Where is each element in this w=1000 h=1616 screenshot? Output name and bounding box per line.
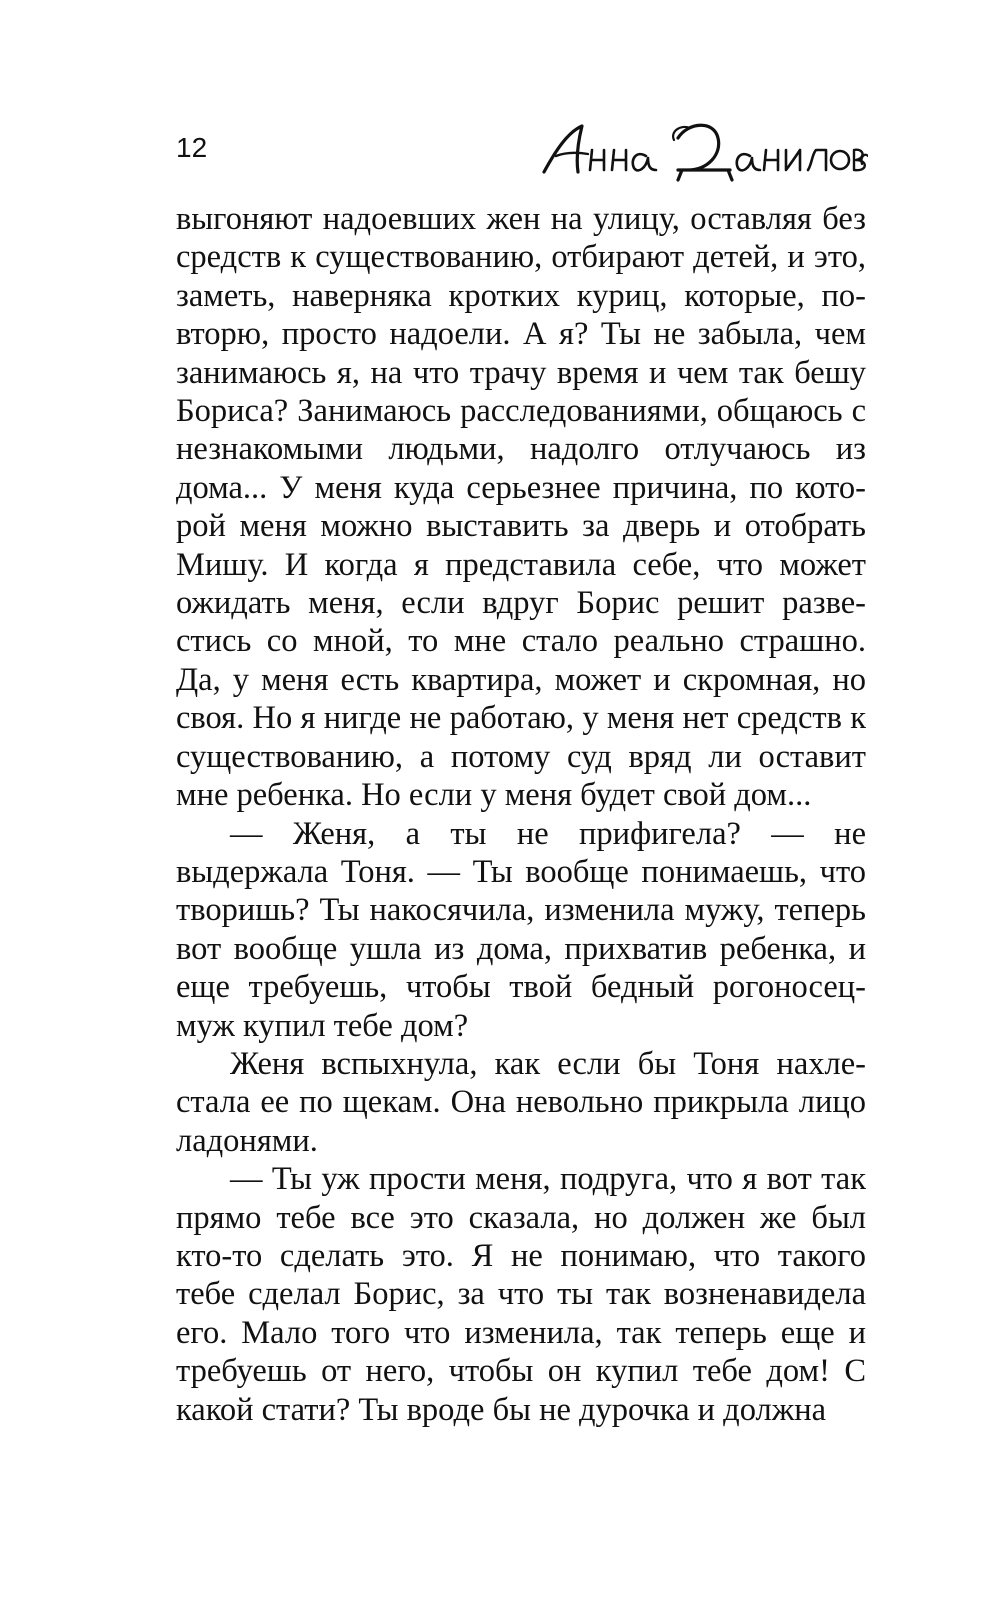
paragraph: Женя вспыхнула, как если бы Тоня нахлестала ее по щекам. Она невольно прикрыла лицо ладонями. (176, 1045, 866, 1159)
page-header (176, 110, 868, 190)
body-text (176, 200, 866, 1429)
page-number: 12 (176, 132, 208, 163)
paragraph: — Женя, а ты не прифигела? — не выдержала Тоня. — Ты вообще понимаешь, что творишь? Ты накосячила, изменила мужу, теперь вот вообще ушла из дома, прихватив ребенка, и еще требуешь, чтобы твой бедный рогоносец-муж купил тебе дом? (176, 815, 866, 1044)
author-signature-logo (538, 110, 868, 190)
paragraph: выгоняют надоевших жен на улицу, оставляя без средств к существованию, отбирают детей, и это, заметь, наверняка кротких куриц, которые, повторю, просто надоели. А я? Ты не забыла, чем занимаюсь я, на что трачу время и чем так бешу Бориса? Занимаюсь расследованиями, общаюсь с незнакомыми людьми, надолго отлучаюсь из дома... У меня куда серьезнее причина, по которой меня можно выставить за дверь и отобрать Мишу. И когда я представила себе, что может ожидать меня, если вдруг Борис решит развестись со мной, то мне стало реально страшно. Да, у меня есть квартира, может и скромная, но своя. Но я нигде не работаю, у меня нет средств к существованию, а потому суд вряд ли оставит мне ребенка. Но если у меня будет свой дом... (176, 201, 866, 814)
author-logo (538, 110, 868, 190)
paragraph: — Ты уж прости меня, подруга, что я вот так прямо тебе все это сказала, но должен же был кто-то сделать это. Я не понимаю, что такого тебе сделал Борис, за что ты так возненавидела его. Мало того что изменила, так теперь еще и требуешь от него, чтобы он купил тебе дом! С какой стати? Ты вроде бы не дурочка и должна (176, 1161, 866, 1428)
